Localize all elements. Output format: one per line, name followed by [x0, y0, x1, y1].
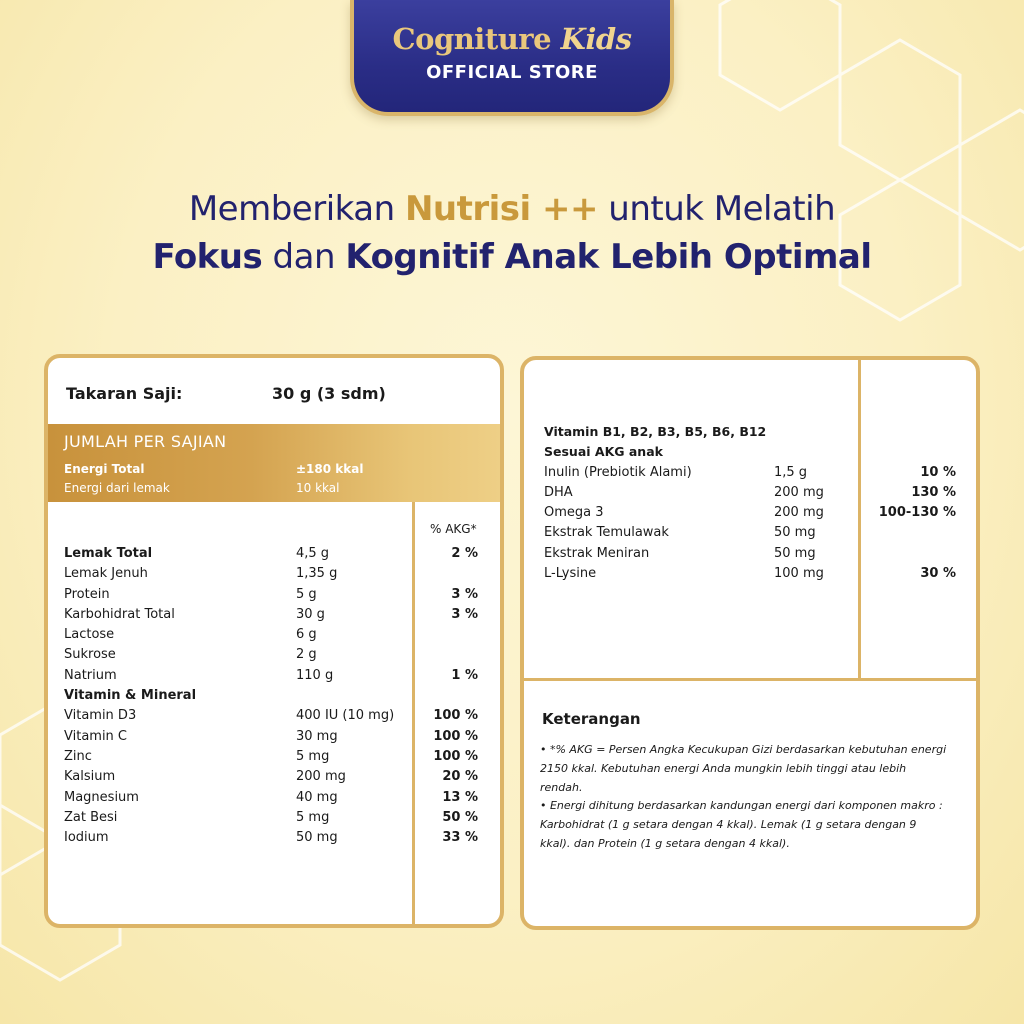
energy-fat-value: 10 kkal [296, 481, 340, 495]
additional-nutrient-list [524, 424, 976, 586]
nutrient-list [48, 546, 500, 850]
nutrient-row: Natrium 110 g 1 % [64, 667, 478, 683]
per-serving-title: JUMLAH PER SAJIAN [64, 432, 227, 451]
nutrient-row: Omega 3 200 mg 100-130 % [544, 505, 956, 521]
nutrient-row: Ekstrak Meniran 50 mg [544, 545, 816, 561]
nutrient-row: Lemak Total 4,5 g 2 % [64, 546, 478, 561]
headline-line-2: Fokus dan Kognitif Anak Lebih Optimal [152, 237, 872, 277]
nutrient-row: Zinc 5 mg 100 % [64, 748, 478, 764]
serving-size-value: 30 g (3 sdm) [272, 384, 386, 403]
nutrient-row: Ekstrak Temulawak 50 mg [544, 525, 816, 541]
nutrient-row: L-Lysine 100 mg 30 % [544, 566, 956, 582]
serving-size-label: Takaran Saji: [66, 384, 183, 403]
nutrition-facts-panel [44, 354, 504, 928]
energy-total-value: ±180 kkal [296, 462, 364, 476]
nutrient-row: Kalsium 200 mg 20 % [64, 769, 478, 785]
nutrient-row: Zat Besi 5 mg 50 % [64, 809, 478, 825]
nutrient-row: Magnesium 40 mg 13 % [64, 789, 478, 805]
nutrient-row: DHA 200 mg 130 % [544, 484, 956, 500]
headline-line-1: Memberikan Nutrisi ++ untuk Melatih [188, 189, 836, 229]
nutrient-row: Lactose 6 g [64, 627, 317, 643]
energy-fat-label: Energi dari lemak [64, 481, 170, 495]
nutrient-row: Sukrose 2 g [64, 647, 317, 663]
official-store-label: OFFICIAL STORE [426, 62, 598, 83]
akg-column-header: % AKG* [430, 522, 477, 536]
per-serving-band [48, 424, 500, 502]
keterangan-title: Keterangan [542, 710, 641, 728]
energy-total-label: Energi Total [64, 462, 145, 476]
nutrient-row: Vitamin D3 400 IU (10 mg) 100 % [64, 708, 478, 724]
nutrient-row: Vitamin C 30 mg 100 % [64, 728, 478, 744]
brand-banner [350, 0, 674, 116]
headline [0, 185, 1024, 281]
nutrient-row: Lemak Jenuh 1,35 g [64, 566, 338, 582]
nutrient-section-header: Vitamin & Mineral [64, 688, 197, 704]
nutrient-row: Karbohidrat Total 30 g 3 % [64, 606, 478, 622]
brand-logo: Cogniture Kids [392, 22, 632, 56]
nutrient-row: Iodium 50 mg 33 % [64, 830, 478, 846]
nutrient-section-header: Sesuai AKG anak [544, 444, 663, 460]
akg-note: • *% AKG = Persen Angka Kecukupan Gizi berdasarkan kebutuhan energi 2150 kkal. Kebutuhan energi Anda mungkin lebih tinggi atau lebih rendah. [540, 743, 947, 794]
section-divider [524, 678, 976, 681]
additional-nutrients-panel [520, 356, 980, 930]
nutrient-row: Inulin (Prebiotik Alami) 1,5 g 10 % [544, 464, 956, 480]
nutrient-row: Protein 5 g 3 % [64, 586, 478, 602]
energy-note: • Energi dihitung berdasarkan kandungan energi dari komponen makro : Karbohidrat (1 g setara dengan 4 kkal). Lemak (1 g setara dengan 9 kkal). dan Protein (1 g setara dengan 4 kkal). [540, 799, 943, 850]
nutrient-section-header: Vitamin B1, B2, B3, B5, B6, B12 [544, 424, 767, 439]
